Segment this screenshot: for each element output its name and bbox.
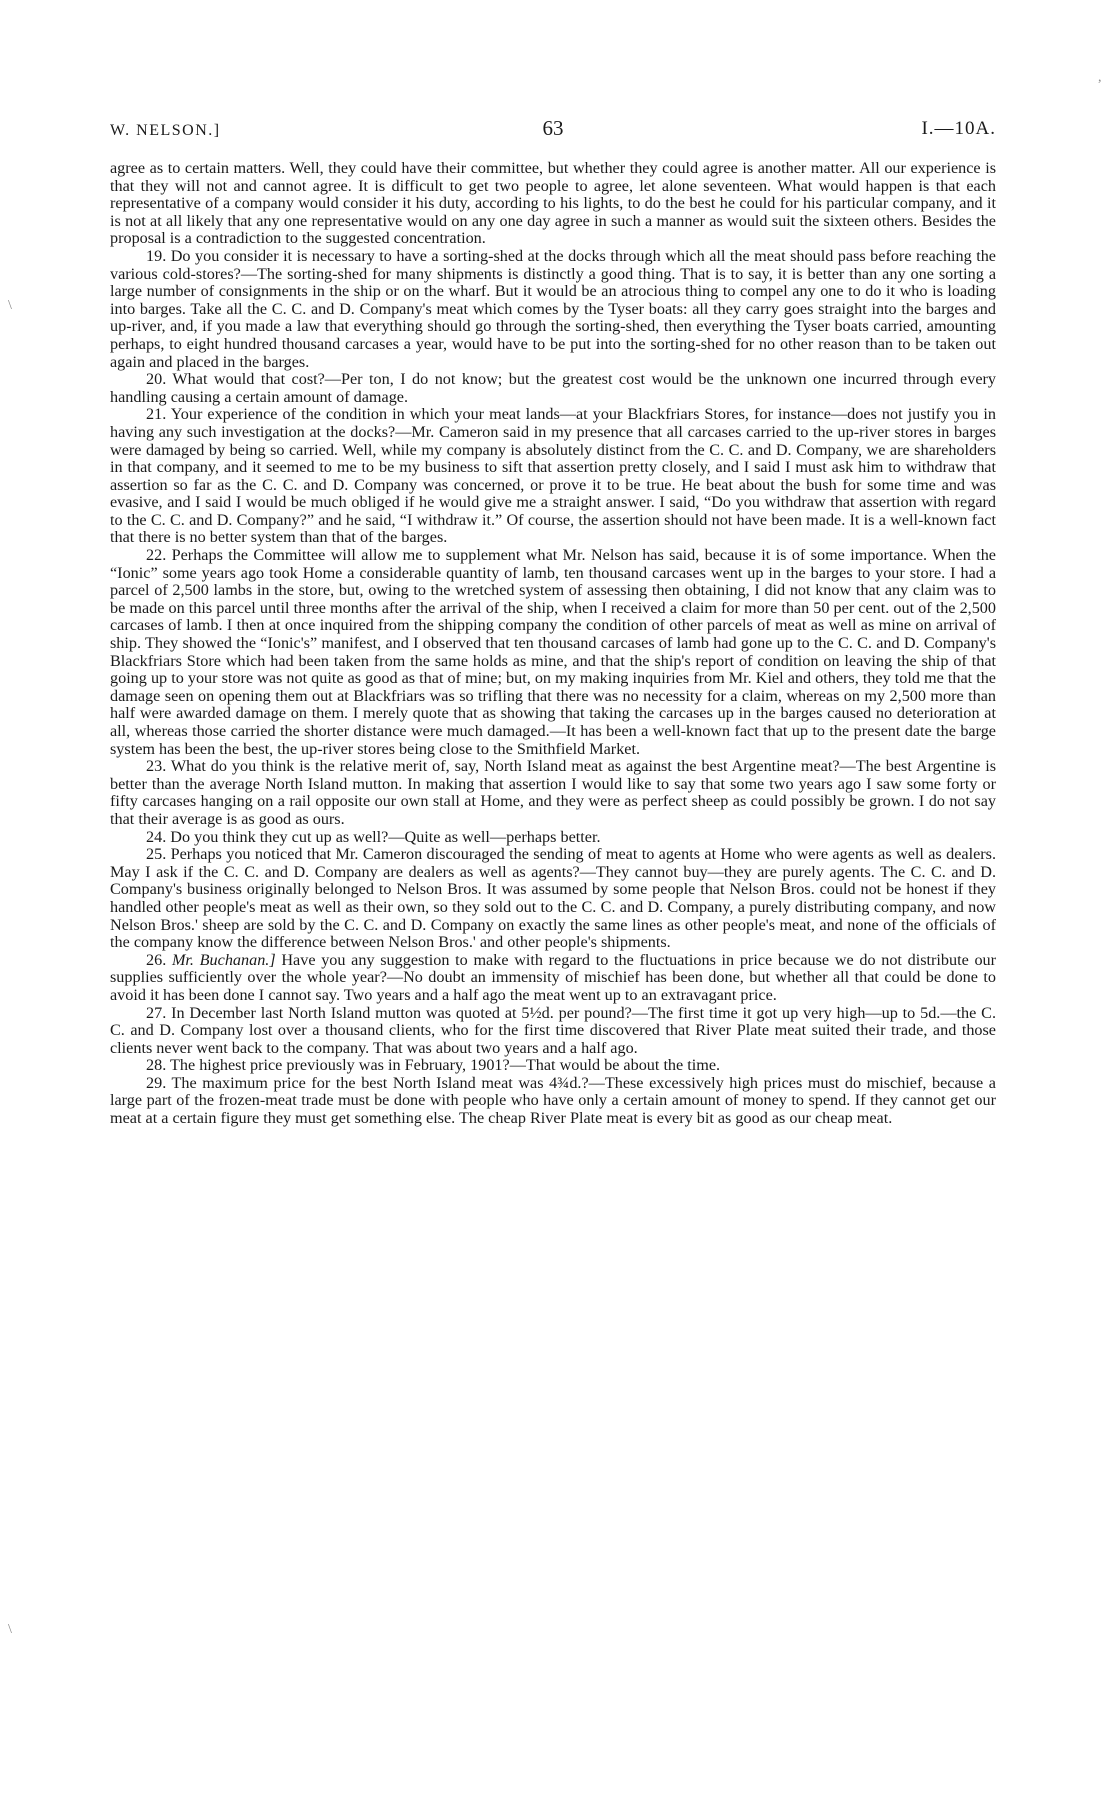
paragraph-continuation: agree as to certain matters. Well, they could have their committee, but whether they could agree is another matter. All our experience is that they will not and cannot agree. It is difficult to get two people to agree, let alone seventeen. What would happen is that each representative of a company would consider it his duty, according to his lights, to do the best he could for his particular company, and it is not at all likely that any one representative would on any one day agree in such a manner as would suit the sixteen others. Besides the proposal is a contradiction to the suggested concentration. [110,159,996,248]
paragraph-q24: 24. Do you think they cut up as well?—Quite as well—perhaps better. [146,827,601,846]
paragraph-q29: 29. The maximum price for the best North Island meat was 4¾d.?—These excessively high prices must do mischief, because a large part of the frozen-meat trade must be done with people who have only a certain amount of money to spend. If they cannot get our meat at a certain figure they must get something else. The cheap River Plate meat is every bit as good as our cheap meat. [110,1073,996,1128]
paragraph-q20: 20. What would that cost?—Per ton, I do not know; but the greatest cost would be the unknown one incurred through every handling causing a certain amount of damage. [110,370,996,406]
margin-mark: \ [8,1622,12,1637]
paragraph-q21: 21. Your experience of the condition in which your meat lands—at your Blackfriars Stores, for instance—does not justify you in having any such investigation at the docks?—Mr. Cameron said in my presence that all carcases carried to the up-river stores in barges were damaged by being so carried. Well, while my company is absolutely distinct from the C. C. and D. Company, we are shareholders in that company, and it seemed to me to be my business to sift that assertion pretty closely, and I said I must ask him to withdraw that assertion so far as the C. C. and D. Company was concerned, or prove it to be true. He beat about the bush for some time and was evasive, and I said I would be much obliged if he would give me a straight answer. I said, “Do you withdraw that assertion with regard to the C. C. and D. Company?” and he said, “I withdraw it.” Of course, the assertion should not have been made. It is a well-known fact that there is no better system than that of the barges. [110,405,996,547]
paragraph-q25: 25. Perhaps you noticed that Mr. Cameron discouraged the sending of meat to agents at Home who were agents as well as dealers. May I ask if the C. C. and D. Company are dealers as well as agents?—They cannot buy—they are purely agents. The C. C. and D. Company's business originally belonged to Nelson Bros. It was assumed by some people that Nelson Bros. could not be honest if they handled other people's meat as well as their own, so they sold out to the C. C. and D. Company, a purely distributing company, and now Nelson Bros.' sheep are sold by the C. C. and D. Company on exactly the same lines as other people's meat, and none of the officials of the company know the difference between Nelson Bros.' and other people's shipments. [110,845,996,952]
paragraph-q23: 23. What do you think is the relative merit of, say, North Island meat as against the best Argentine meat?—The best Argentine is better than the average North Island mutton. In making that assertion I would like to say that some two years ago I saw some forty or fifty carcases hanging on a rail opposite our own stall at Home, and they were as perfect sheep as could possibly be grown. I do not say that their average is as good as ours. [110,757,996,828]
paragraph-q19: 19. Do you consider it is necessary to have a sorting-shed at the docks through which all the meat should pass before reaching the various cold-stores?—The sorting-shed for many shipments is distinctly a good thing. That is to say, it is better than any one sorting a large number of consignments in the ship or on the wharf. But it would be an atrocious thing to compel any one to do it who is loading into barges. Take all the C. C. and D. Company's meat which comes by the Tyser boats: all they carry goes straight into the barges and up-river, and, if you made a law that everything should go through the sorting-shed, then everything the Tyser boats carried, amounting perhaps, to eight hundred thousand carcases a year, would have to be put into the sorting-shed for no other reason than to be taken out again and placed in the barges. [110,246,996,371]
paragraph-q28: 28. The highest price previously was in February, 1901?—That would be about the time. [146,1056,721,1075]
q26-text: Have you any suggestion to make with regard to the fluctuations in price because we do not distribute our supplies sufficiently over the whole year?—No doubt an immensity of mischief has been done, but whether all that could be done to avoid it has been done I cannot say. Two years and a half ago the meat went up to an extravagant price. [110,950,997,1004]
margin-mark: \ [8,298,12,313]
page-body [110,160,996,1128]
paragraph-q27: 27. In December last North Island mutton was quoted at 5½d. per pound?—The first time it got up very high—up to 5d.—the C. C. and D. Company lost over a thousand clients, who for the first time discovered that River Plate meat suited their trade, and those clients never went back to the company. That was about two years and a half ago. [110,1003,996,1057]
q26-speaker: Mr. Buchanan.] [171,950,276,969]
page-header [110,116,996,146]
document-page [110,116,996,1128]
paragraph-q26 [110,952,996,1005]
page-number: 63 [542,116,564,140]
document-reference: I.—10A. [921,118,996,139]
q26-number: 26. [146,950,167,969]
margin-mark: , [1098,70,1102,85]
paragraph-q22: 22. Perhaps the Committee will allow me to supplement what Mr. Nelson has said, because it is of some importance. When the “Ionic” some years ago took Home a considerable quantity of lamb, ten thousand carcases went up in the barges to your store. I had a parcel of 2,500 lambs in the store, but, owing to the wretched system of assessing then obtaining, I did not know that any claim was to be made on this parcel until three months after the arrival of the ship, when I received a claim for more than 50 per cent. out of the 2,500 carcases of lamb. I then at once inquired from the shipping company the condition of other parcels of meat as well as mine on arrival of ship. They showed the “Ionic's” manifest, and I observed that ten thousand carcases of lamb had gone up to the C. C. and D. Company's Blackfriars Store which had been taken from the same holds as mine, and that the ship's report of condition on leaving the ship of that going up to your store was not quite as good as that of mine; but, on my making inquiries from Mr. Kiel and others, they told me that the damage seen on opening them out at Blackfriars was so trifling that there was no necessity for a claim, whereas on my 2,500 more than half were awarded damage on them. I merely quote that as showing that taking the carcases up in the barges caused no deterioration at all, whereas those carried the shorter distance were much damaged.—It has been a well-known fact that up to the present date the barge system has been the best, the up-river stores being close to the Smithfield Market. [110,546,996,758]
witness-name: W. NELSON.] [110,122,221,139]
